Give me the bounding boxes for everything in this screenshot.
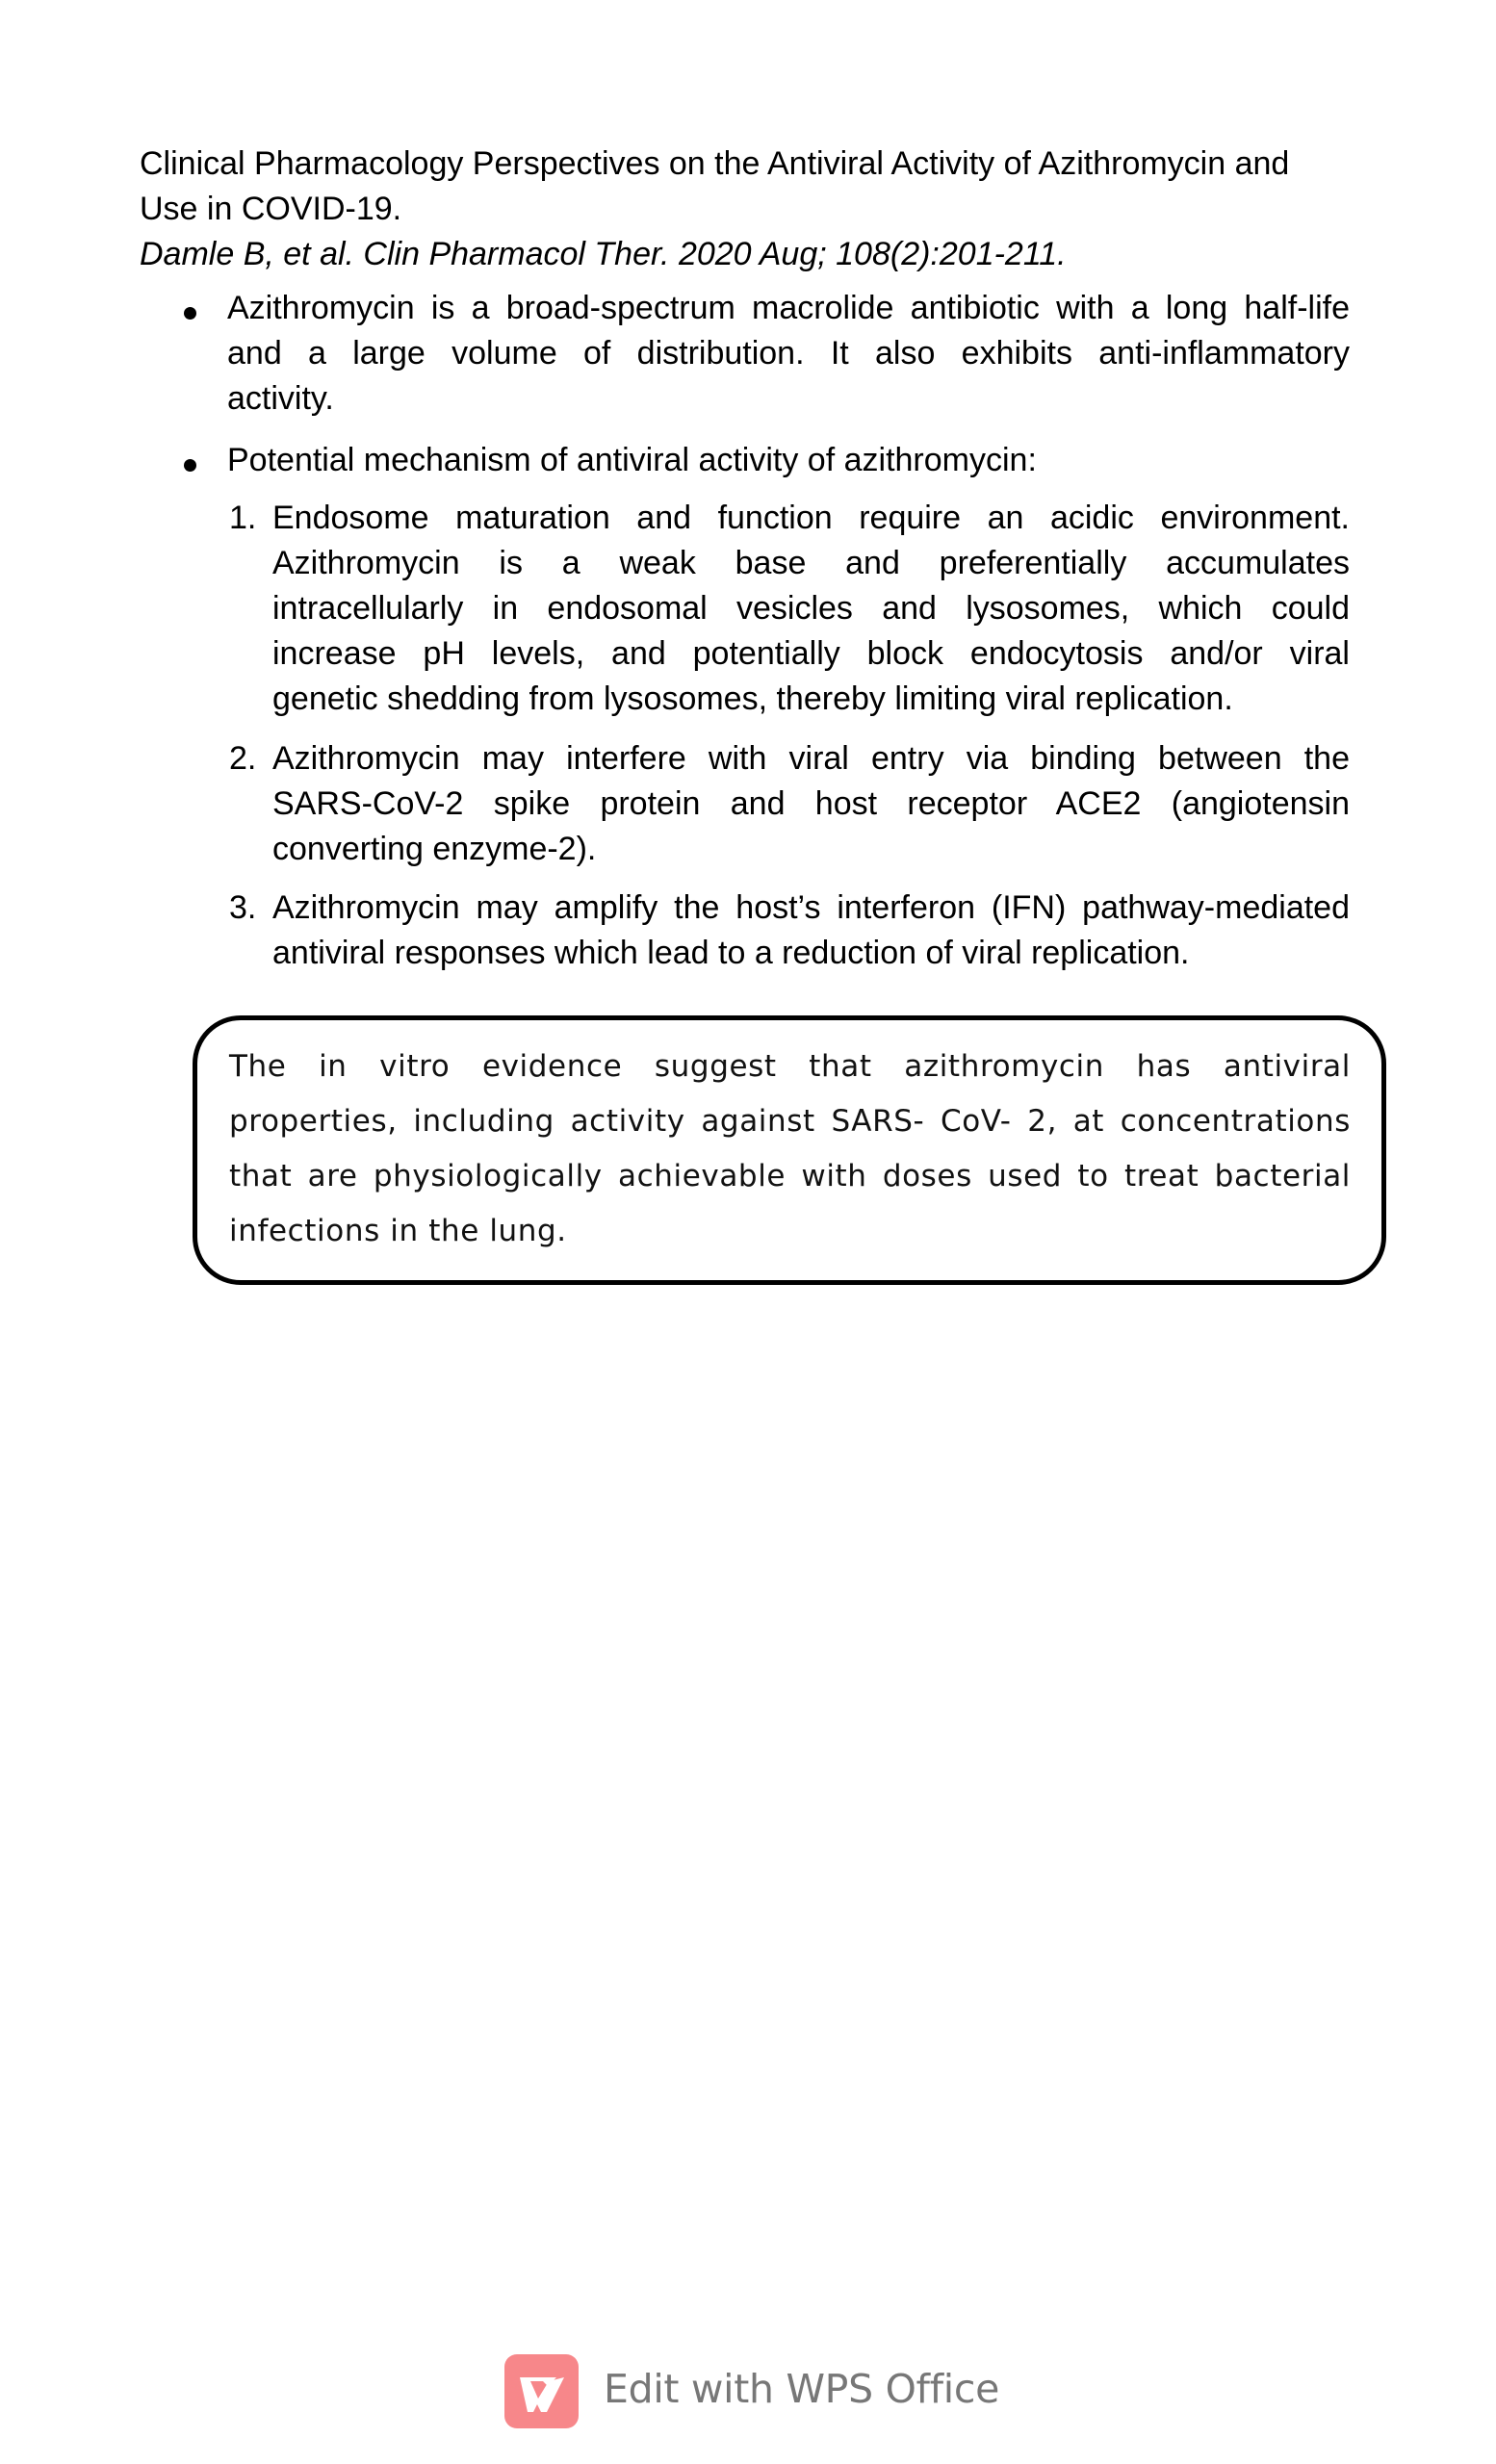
item-line: Endosome maturation and function require an acidic environment.	[272, 500, 1350, 536]
bullet-item	[227, 438, 1350, 483]
bullet-icon	[184, 459, 196, 472]
bullet-line: Potential mechanism of antiviral activity of azithromycin:	[227, 442, 1037, 478]
conclusion-line: that are physiologically achievable with doses used to treat bacterial	[229, 1159, 1351, 1194]
bullet-icon	[184, 307, 196, 320]
numbered-item	[272, 886, 1350, 976]
item-line: Azithromycin is a weak base and preferentially accumulates	[272, 545, 1350, 581]
title-line: Clinical Pharmacology Perspectives on the Antiviral Activity of Azithromycin and	[140, 145, 1290, 182]
conclusion-line: infections in the lung.	[229, 1214, 567, 1248]
document-title	[140, 141, 1350, 277]
item-line: increase pH levels, and potentially block endocytosis and/or viral	[272, 635, 1350, 672]
wps-office-logo-icon[interactable]	[504, 2354, 579, 2428]
bullet-line: and a large volume of distribution. It also exhibits anti-inflammatory	[227, 335, 1350, 372]
wps-watermark-label[interactable]: Edit with WPS Office	[604, 2366, 1000, 2412]
item-line: Azithromycin may amplify the host’s interferon (IFN) pathway-mediated	[272, 889, 1350, 926]
conclusion-line: The in vitro evidence suggest that azithromycin has antiviral	[229, 1049, 1351, 1084]
wps-logo-glyph	[504, 2354, 579, 2428]
conclusion-line: properties, including activity against SARS- CoV- 2, at concentrations	[229, 1104, 1351, 1139]
item-line: Azithromycin may interfere with viral entry via binding between the	[272, 740, 1350, 777]
bullet-item	[227, 286, 1350, 422]
item-line: converting enzyme-2).	[272, 831, 597, 867]
numbered-item	[272, 736, 1350, 872]
citation: Damle B, et al. Clin Pharmacol Ther. 2020 Aug; 108(2):201-211.	[140, 236, 1067, 272]
numbered-item	[272, 496, 1350, 722]
conclusion-text	[229, 1040, 1351, 1259]
title-line: Use in COVID-19.	[140, 191, 402, 227]
bullet-line: Azithromycin is a broad-spectrum macrolide antibiotic with a long half-life	[227, 290, 1350, 326]
list-number: 2.	[229, 740, 257, 777]
item-line: SARS-CoV-2 spike protein and host receptor ACE2 (angiotensin	[272, 785, 1350, 822]
item-line: genetic shedding from lysosomes, thereby limiting viral replication.	[272, 680, 1233, 717]
list-number: 3.	[229, 889, 257, 926]
item-line: antiviral responses which lead to a reduction of viral replication.	[272, 935, 1190, 971]
item-line: intracellularly in endosomal vesicles and lysosomes, which could	[272, 590, 1350, 627]
list-number: 1.	[229, 500, 257, 536]
bullet-line: activity.	[227, 380, 334, 417]
